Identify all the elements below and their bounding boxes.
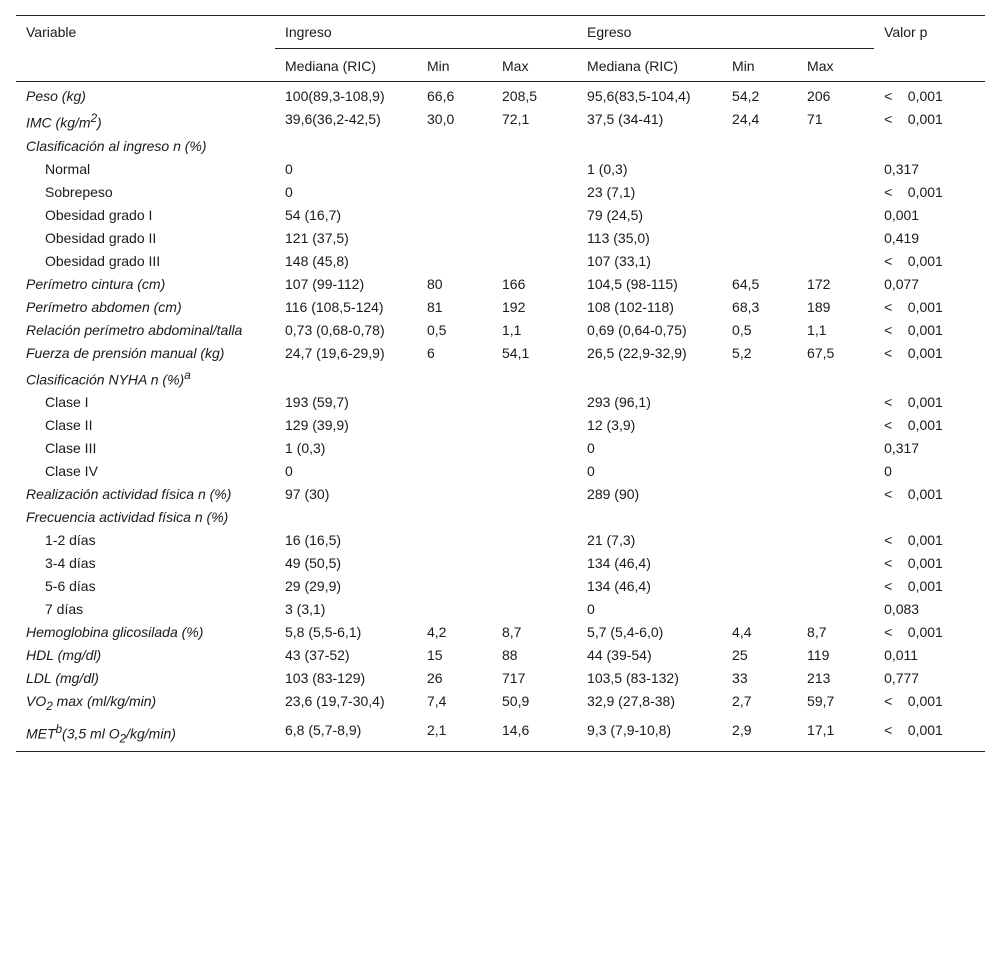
cell-ingreso-mediana: 0 xyxy=(285,160,293,177)
cell-valor-p: < 0,001 xyxy=(884,298,943,315)
cell-valor-p: 0,317 xyxy=(884,440,920,457)
cell-egreso-mediana xyxy=(577,364,722,391)
header-ingreso-min: Min xyxy=(427,58,450,74)
cell-egreso-mediana: 0,69 (0,64-0,75) xyxy=(587,321,687,338)
cell-ingreso-min xyxy=(417,180,492,203)
cell-egreso-max xyxy=(797,505,874,528)
header-egreso-max: Max xyxy=(807,58,834,74)
cell-ingreso-max: 50,9 xyxy=(502,693,530,710)
cell-egreso-max: 213 xyxy=(807,670,831,687)
cell-variable: Perímetro abdomen (cm) xyxy=(26,298,182,315)
cell-egreso-max xyxy=(797,574,874,597)
cell-ingreso-min: 26 xyxy=(427,670,443,687)
cell-ingreso-mediana: 97 (30) xyxy=(285,486,330,503)
cell-egreso-max xyxy=(797,551,874,574)
table-row xyxy=(16,459,985,482)
table-row xyxy=(16,157,985,180)
cell-ingreso-min xyxy=(417,482,492,505)
cell-egreso-max: 119 xyxy=(807,647,830,664)
cell-ingreso-min: 15 xyxy=(427,647,443,664)
cell-egreso-mediana: 1 (0,3) xyxy=(587,160,628,177)
cell-egreso-max xyxy=(797,157,874,180)
cell-ingreso-mediana: 0 xyxy=(285,463,293,480)
cell-ingreso-max xyxy=(492,226,577,249)
cell-valor-p: < 0,001 xyxy=(884,578,943,595)
cell-valor-p: < 0,001 xyxy=(884,722,943,739)
cell-ingreso-max xyxy=(492,482,577,505)
cell-ingreso-mediana xyxy=(275,505,417,528)
cell-ingreso-min: 30,0 xyxy=(427,111,455,127)
cell-ingreso-mediana: 121 (37,5) xyxy=(285,229,349,246)
cell-valor-p: < 0,001 xyxy=(884,417,943,434)
cell-ingreso-max: 166 xyxy=(502,275,526,292)
cell-egreso-mediana: 293 (96,1) xyxy=(587,394,651,411)
cell-ingreso-max: 192 xyxy=(502,298,526,315)
cell-ingreso-mediana xyxy=(275,364,417,391)
table-row xyxy=(16,390,985,413)
cell-ingreso-min xyxy=(417,364,492,391)
cell-ingreso-min xyxy=(417,505,492,528)
cell-variable: Clasificación al ingreso n (%) xyxy=(26,137,207,154)
table-row xyxy=(16,718,985,750)
cell-ingreso-max xyxy=(492,436,577,459)
cell-ingreso-mediana: 103 (83-129) xyxy=(285,670,366,687)
cell-egreso-mediana: 37,5 (34-41) xyxy=(587,111,664,127)
cell-egreso-max: 8,7 xyxy=(807,624,827,641)
cell-ingreso-mediana: 6,8 (5,7-8,9) xyxy=(285,722,362,739)
cell-ingreso-max: 14,6 xyxy=(502,722,530,739)
cell-egreso-min: 2,7 xyxy=(732,693,752,710)
cell-egreso-min xyxy=(722,226,797,249)
cell-egreso-max: 172 xyxy=(807,275,831,292)
cell-variable: Peso (kg) xyxy=(26,88,86,104)
cell-variable: Clase I xyxy=(45,394,89,411)
cell-ingreso-mediana: 1 (0,3) xyxy=(285,440,326,457)
cell-egreso-max xyxy=(797,390,874,413)
table-row xyxy=(16,482,985,505)
cell-ingreso-max xyxy=(492,180,577,203)
cell-variable: Obesidad grado I xyxy=(45,206,153,223)
cell-egreso-min xyxy=(722,134,797,157)
cell-egreso-min xyxy=(722,390,797,413)
cell-ingreso-mediana: 29 (29,9) xyxy=(285,578,342,595)
cell-valor-p: < 0,001 xyxy=(884,693,943,710)
cell-valor-p: 0,083 xyxy=(884,601,920,618)
cell-egreso-min xyxy=(722,528,797,551)
cell-egreso-max xyxy=(797,528,874,551)
cell-valor-p xyxy=(874,134,985,157)
cell-ingreso-min xyxy=(417,436,492,459)
cell-egreso-min xyxy=(722,459,797,482)
cell-ingreso-min xyxy=(417,528,492,551)
table-row xyxy=(16,134,985,157)
cell-egreso-mediana: 26,5 (22,9-32,9) xyxy=(587,344,687,361)
cell-ingreso-max xyxy=(492,459,577,482)
cell-ingreso-max xyxy=(492,574,577,597)
cell-egreso-mediana: 103,5 (83-132) xyxy=(587,670,679,687)
cell-egreso-mediana: 23 (7,1) xyxy=(587,183,636,200)
table-row xyxy=(16,364,985,391)
table-row xyxy=(16,249,985,272)
table-row xyxy=(16,528,985,551)
table-row xyxy=(16,436,985,459)
header-egreso-mediana: Mediana (RIC) xyxy=(587,58,679,74)
cell-ingreso-max xyxy=(492,413,577,436)
table-row xyxy=(16,318,985,341)
cell-valor-p xyxy=(874,505,985,528)
cell-variable: IMC $(kg/m^2)$ xyxy=(26,112,102,131)
cell-variable: Clase III xyxy=(45,440,97,457)
header-ingreso-mediana: Mediana (RIC) xyxy=(285,58,377,74)
cell-egreso-min: 0,5 xyxy=(732,321,752,338)
cell-ingreso-max: 54,1 xyxy=(502,344,530,361)
cell-valor-p: 0,077 xyxy=(884,275,920,292)
cell-ingreso-min: 66,6 xyxy=(427,88,455,104)
cell-ingreso-min xyxy=(417,390,492,413)
table-row xyxy=(16,551,985,574)
cell-egreso-max xyxy=(797,413,874,436)
header-ingreso: Ingreso xyxy=(275,16,577,49)
results-table xyxy=(16,15,985,752)
cell-ingreso-mediana: 43 (37-52) xyxy=(285,647,350,664)
cell-egreso-min xyxy=(722,574,797,597)
cell-valor-p: < 0,001 xyxy=(884,321,943,338)
table-row xyxy=(16,666,985,689)
cell-variable: Clase IV xyxy=(45,463,98,480)
cell-ingreso-mediana: 24,7 (19,6-29,9) xyxy=(285,344,385,361)
cell-ingreso-min xyxy=(417,249,492,272)
cell-valor-p: 0,777 xyxy=(884,670,920,687)
table-row xyxy=(16,341,985,364)
cell-valor-p: 0 xyxy=(884,463,892,480)
cell-ingreso-max: 8,7 xyxy=(502,624,522,641)
cell-egreso-mediana: 107 (33,1) xyxy=(587,252,651,269)
cell-ingreso-min: 6 xyxy=(427,344,435,361)
cell-ingreso-min: 7,4 xyxy=(427,693,447,710)
cell-ingreso-max xyxy=(492,597,577,620)
cell-egreso-min xyxy=(722,551,797,574)
cell-egreso-mediana: 12 (3,9) xyxy=(587,417,636,434)
cell-valor-p: < 0,001 xyxy=(884,532,943,549)
cell-ingreso-min: 4,2 xyxy=(427,624,447,641)
cell-variable: Clasificación NYHA n (%)$^a$ xyxy=(26,368,191,388)
cell-ingreso-max xyxy=(492,528,577,551)
header-valor-p: Valor p xyxy=(874,16,985,82)
cell-egreso-mediana xyxy=(577,505,722,528)
cell-ingreso-mediana: 0,73 (0,68-0,78) xyxy=(285,321,385,338)
cell-variable: Obesidad grado III xyxy=(45,252,161,269)
cell-egreso-max: 59,7 xyxy=(807,693,835,710)
cell-egreso-min: 54,2 xyxy=(732,88,760,104)
cell-ingreso-mediana: 107 (99-112) xyxy=(285,275,365,292)
cell-variable: Hemoglobina glicosilada (%) xyxy=(26,624,204,641)
cell-egreso-min xyxy=(722,482,797,505)
cell-variable: Frecuencia actividad física n (%) xyxy=(26,509,229,526)
cell-ingreso-min: 81 xyxy=(427,298,443,315)
cell-egreso-min: 24,4 xyxy=(732,111,760,127)
cell-ingreso-min xyxy=(417,226,492,249)
cell-ingreso-mediana: 5,8 (5,5-6,1) xyxy=(285,624,362,641)
cell-valor-p: < 0,001 xyxy=(884,486,943,503)
cell-ingreso-min xyxy=(417,413,492,436)
cell-valor-p: < 0,001 xyxy=(884,183,943,200)
table-row xyxy=(16,620,985,643)
cell-ingreso-min xyxy=(417,203,492,226)
table-row xyxy=(16,82,985,108)
cell-egreso-min xyxy=(722,413,797,436)
cell-egreso-min: 5,2 xyxy=(732,344,752,361)
cell-variable: Fuerza de prensión manual (kg) xyxy=(26,344,225,361)
cell-ingreso-max xyxy=(492,249,577,272)
cell-valor-p: < 0,001 xyxy=(884,344,943,361)
cell-egreso-mediana: 0 xyxy=(587,601,595,618)
cell-ingreso-mediana: 3 (3,1) xyxy=(285,601,326,618)
cell-ingreso-min xyxy=(417,157,492,180)
header-egreso-min: Min xyxy=(732,58,755,74)
cell-ingreso-max: 88 xyxy=(502,647,518,664)
cell-egreso-min: 4,4 xyxy=(732,624,752,641)
cell-ingreso-mediana: 39,6(36,2-42,5) xyxy=(285,111,381,127)
cell-valor-p: < 0,001 xyxy=(884,252,943,269)
cell-egreso-mediana: 0 xyxy=(587,463,595,480)
cell-variable: Relación perímetro abdominal/talla xyxy=(26,321,243,338)
cell-ingreso-max xyxy=(492,390,577,413)
table-row xyxy=(16,180,985,203)
cell-egreso-max: 17,1 xyxy=(807,722,835,739)
cell-variable: MET$^b$(3,5 ml $O_2/kg/\min$) xyxy=(26,723,176,746)
cell-egreso-max xyxy=(797,134,874,157)
cell-ingreso-max: 208,5 xyxy=(502,88,538,104)
header-egreso: Egreso xyxy=(577,16,874,49)
cell-valor-p: < 0,001 xyxy=(884,555,943,572)
cell-ingreso-mediana: 100(89,3-108,9) xyxy=(285,88,385,104)
cell-egreso-mediana: 21 (7,3) xyxy=(587,532,636,549)
cell-egreso-mediana: 104,5 (98-115) xyxy=(587,275,678,292)
cell-variable: 1-2 días xyxy=(45,532,96,549)
cell-egreso-mediana: 44 (39-54) xyxy=(587,647,652,664)
cell-ingreso-min: 80 xyxy=(427,275,443,292)
cell-egreso-mediana: 0 xyxy=(587,440,595,457)
cell-egreso-max xyxy=(797,180,874,203)
cell-ingreso-max xyxy=(492,505,577,528)
table-row xyxy=(16,295,985,318)
cell-valor-p xyxy=(874,364,985,391)
cell-ingreso-max: 717 xyxy=(502,670,526,687)
cell-variable: LDL (mg/dl) xyxy=(26,670,99,687)
cell-ingreso-mediana: 148 (45,8) xyxy=(285,252,349,269)
cell-egreso-min xyxy=(722,597,797,620)
cell-variable: Normal xyxy=(45,160,91,177)
cell-variable: Perímetro cintura (cm) xyxy=(26,275,166,292)
table-row xyxy=(16,574,985,597)
cell-egreso-min: 2,9 xyxy=(732,722,752,739)
header-ingreso-max: Max xyxy=(502,58,529,74)
cell-egreso-mediana: 9,3 (7,9-10,8) xyxy=(587,722,672,739)
cell-egreso-max: 189 xyxy=(807,298,831,315)
cell-egreso-min xyxy=(722,180,797,203)
cell-ingreso-max: 72,1 xyxy=(502,111,530,127)
cell-ingreso-min xyxy=(417,551,492,574)
cell-egreso-max xyxy=(797,249,874,272)
cell-egreso-mediana: 5,7 (5,4-6,0) xyxy=(587,624,664,641)
cell-variable: Obesidad grado II xyxy=(45,229,157,246)
cell-egreso-max: 1,1 xyxy=(807,321,827,338)
cell-egreso-min: 64,5 xyxy=(732,275,760,292)
cell-ingreso-min: 2,1 xyxy=(427,722,447,739)
table-body xyxy=(16,82,985,751)
cell-ingreso-max: 1,1 xyxy=(502,321,522,338)
cell-ingreso-min xyxy=(417,134,492,157)
cell-egreso-mediana: 32,9 (27,8-38) xyxy=(587,693,675,710)
cell-ingreso-mediana: 193 (59,7) xyxy=(285,394,349,411)
cell-ingreso-min xyxy=(417,574,492,597)
cell-variable: 3-4 días xyxy=(45,555,96,572)
cell-valor-p: 0,011 xyxy=(884,647,919,664)
table-row xyxy=(16,203,985,226)
cell-egreso-min xyxy=(722,436,797,459)
cell-ingreso-mediana: 54 (16,7) xyxy=(285,206,342,223)
cell-ingreso-mediana: 16 (16,5) xyxy=(285,532,342,549)
cell-egreso-max: 206 xyxy=(807,88,831,104)
cell-valor-p: < 0,001 xyxy=(884,624,943,641)
cell-egreso-max xyxy=(797,203,874,226)
cell-variable: Sobrepeso xyxy=(45,183,113,200)
cell-ingreso-mediana: 23,6 (19,7-30,4) xyxy=(285,693,385,710)
cell-egreso-min: 33 xyxy=(732,670,748,687)
table-row xyxy=(16,505,985,528)
table-row xyxy=(16,597,985,620)
cell-valor-p: 0,001 xyxy=(884,206,920,223)
table-row xyxy=(16,413,985,436)
cell-egreso-max xyxy=(797,597,874,620)
cell-egreso-max: 67,5 xyxy=(807,344,835,361)
cell-variable: 7 días xyxy=(45,601,84,618)
table-row xyxy=(16,107,985,134)
table-row xyxy=(16,643,985,666)
cell-ingreso-mediana xyxy=(275,134,417,157)
cell-ingreso-max xyxy=(492,203,577,226)
cell-ingreso-max xyxy=(492,157,577,180)
cell-ingreso-mediana: 129 (39,9) xyxy=(285,417,349,434)
cell-egreso-min xyxy=(722,157,797,180)
cell-valor-p: < 0,001 xyxy=(884,394,943,411)
cell-variable: $VO_2$ max (ml/kg/min) xyxy=(26,693,157,714)
cell-variable: Clase II xyxy=(45,417,93,434)
cell-ingreso-min xyxy=(417,597,492,620)
cell-egreso-min xyxy=(722,249,797,272)
cell-ingreso-max xyxy=(492,134,577,157)
cell-egreso-min: 25 xyxy=(732,647,748,664)
cell-ingreso-mediana: 116 (108,5-124) xyxy=(285,298,384,315)
cell-egreso-min xyxy=(722,364,797,391)
cell-egreso-min xyxy=(722,203,797,226)
cell-egreso-mediana: 134 (46,4) xyxy=(587,578,651,595)
cell-valor-p: < 0,001 xyxy=(884,111,943,127)
cell-valor-p: 0,419 xyxy=(884,229,920,246)
cell-egreso-mediana: 134 (46,4) xyxy=(587,555,651,572)
table-row xyxy=(16,689,985,718)
cell-variable: HDL (mg/dl) xyxy=(26,647,102,664)
cell-variable: 5-6 días xyxy=(45,578,96,595)
cell-egreso-mediana xyxy=(577,134,722,157)
cell-egreso-min: 68,3 xyxy=(732,298,760,315)
cell-egreso-max xyxy=(797,459,874,482)
cell-variable: Realización actividad física n (%) xyxy=(26,486,232,503)
cell-valor-p: 0,317 xyxy=(884,160,920,177)
cell-ingreso-min: 0,5 xyxy=(427,321,447,338)
cell-ingreso-max xyxy=(492,364,577,391)
cell-egreso-mediana: 79 (24,5) xyxy=(587,206,644,223)
cell-egreso-max xyxy=(797,364,874,391)
table-row xyxy=(16,226,985,249)
cell-egreso-mediana: 108 (102-118) xyxy=(587,298,674,315)
cell-egreso-max xyxy=(797,436,874,459)
cell-egreso-mediana: 289 (90) xyxy=(587,486,640,503)
cell-egreso-max: 71 xyxy=(807,111,823,127)
cell-egreso-mediana: 95,6(83,5-104,4) xyxy=(587,88,691,104)
cell-egreso-max xyxy=(797,482,874,505)
header-variable: Variable xyxy=(16,16,275,82)
cell-ingreso-max xyxy=(492,551,577,574)
cell-ingreso-min xyxy=(417,459,492,482)
cell-egreso-mediana: 113 (35,0) xyxy=(587,229,650,246)
cell-ingreso-mediana: 49 (50,5) xyxy=(285,555,342,572)
cell-egreso-max xyxy=(797,226,874,249)
table-row xyxy=(16,272,985,295)
cell-valor-p: < 0,001 xyxy=(884,88,943,104)
cell-ingreso-mediana: 0 xyxy=(285,183,293,200)
cell-egreso-min xyxy=(722,505,797,528)
